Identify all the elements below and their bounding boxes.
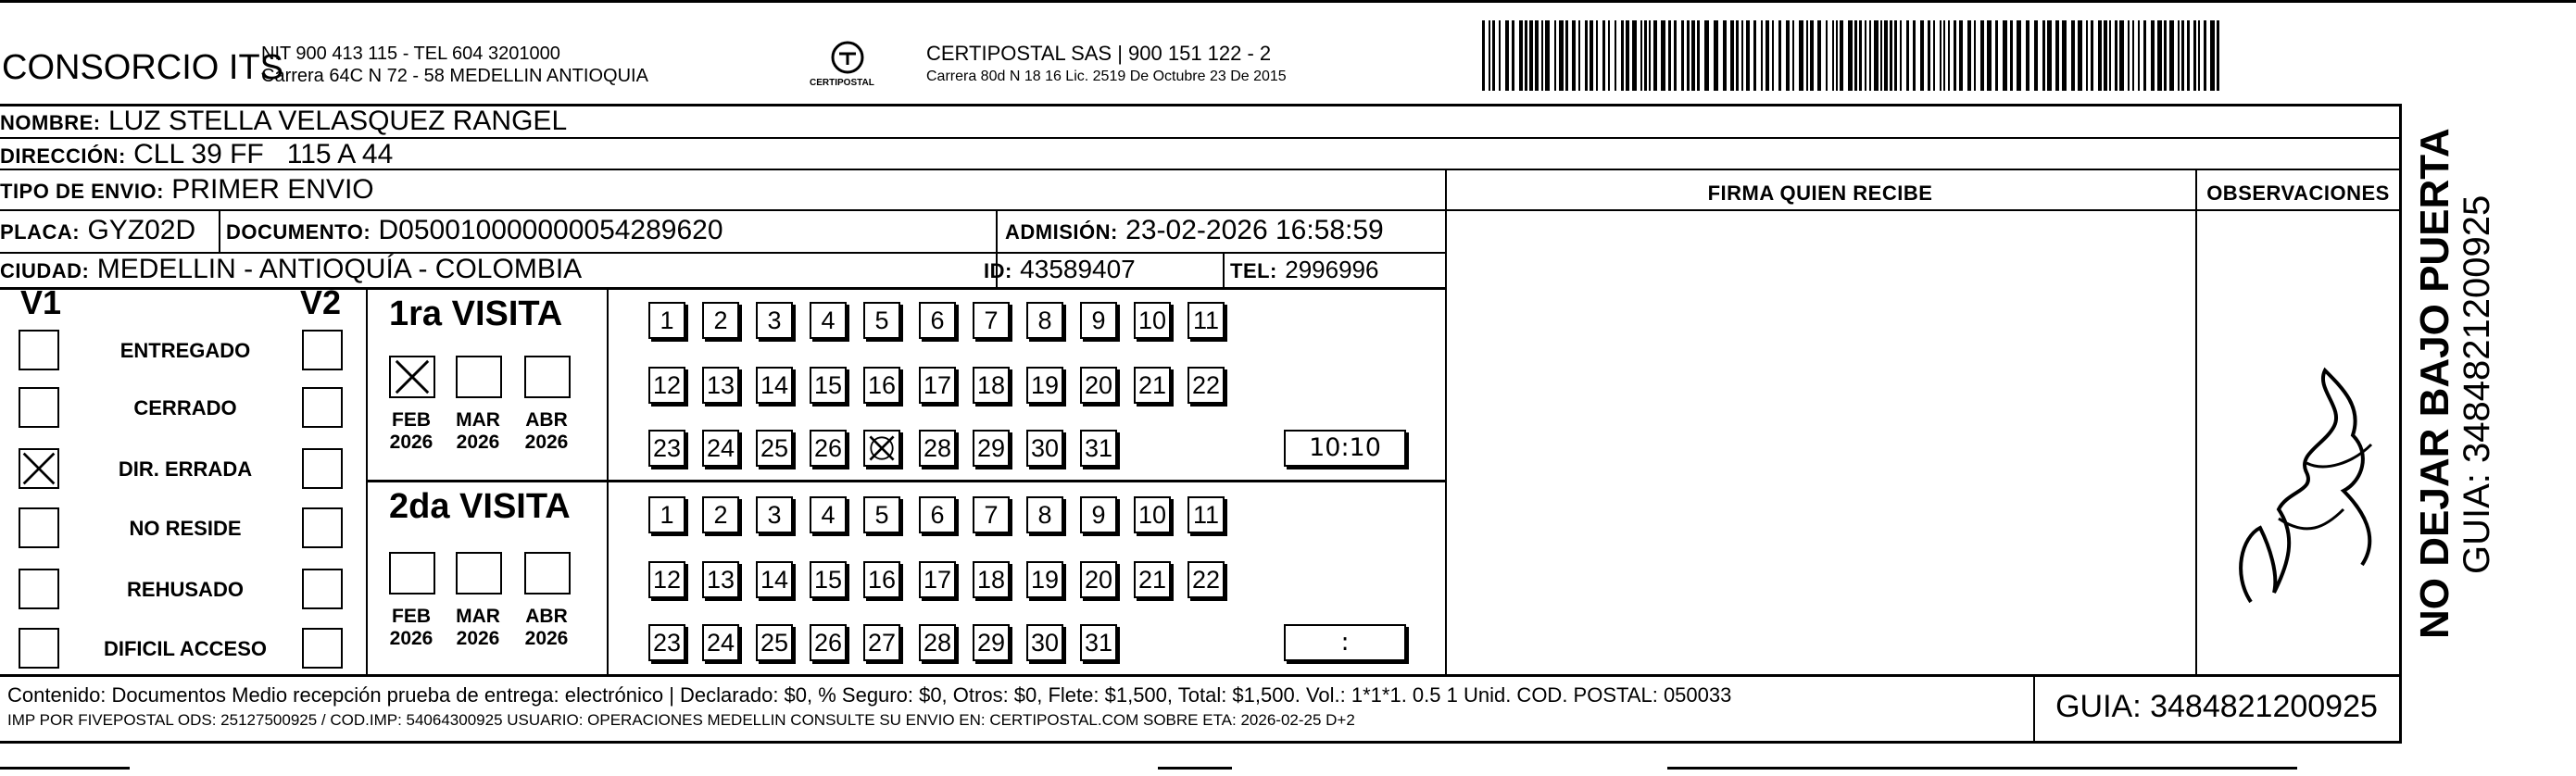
visit2-day-box[interactable]: 1 (648, 496, 685, 533)
visit1-day-box[interactable]: 15 (810, 367, 847, 404)
visit1-day-box[interactable]: 8 (1026, 302, 1063, 339)
visit1-day-box[interactable]: 7 (973, 302, 1010, 339)
v1-checkbox[interactable] (19, 330, 59, 370)
visit1-day-box[interactable]: 24 (702, 430, 739, 467)
visit1-day-box[interactable]: 4 (810, 302, 847, 339)
visit2-month-name: ABR (525, 606, 568, 627)
visit1-day-box[interactable]: 28 (919, 430, 956, 467)
v2-checkbox[interactable] (302, 507, 343, 548)
direccion-value: CLL 39 FF 115 A 44 (133, 139, 394, 169)
v1-checkbox[interactable] (19, 507, 59, 548)
firma-header: FIRMA QUIEN RECIBE (1707, 181, 1933, 205)
visit1-day-box[interactable]: 30 (1026, 430, 1063, 467)
certipostal-logo (806, 37, 889, 93)
v1-checkbox[interactable] (19, 569, 59, 609)
ciudad-label: CIUDAD: (0, 259, 90, 282)
v1-checkbox[interactable] (19, 387, 59, 428)
logo-text: CERTIPOSTAL (810, 78, 874, 88)
visit2-day-box[interactable]: 24 (702, 624, 739, 661)
visit2-day-box[interactable]: 5 (863, 496, 900, 533)
visit2-day-box[interactable]: 21 (1134, 561, 1171, 598)
row-tipo (0, 172, 374, 209)
visit1-time-box[interactable]: 10:10 (1284, 430, 1406, 467)
visit2-day-box[interactable]: 22 (1187, 561, 1225, 598)
visit2-day-box[interactable]: 15 (810, 561, 847, 598)
visit1-day-box[interactable]: 16 (863, 367, 900, 404)
visit1-day-box[interactable]: 14 (756, 367, 793, 404)
status-option-label: CERRADO (133, 396, 237, 419)
side-warning: NO DEJAR BAJO PUERTA (2412, 128, 2457, 639)
v2-checkbox[interactable] (302, 387, 343, 428)
visit2-day-box[interactable]: 9 (1080, 496, 1117, 533)
visit1-title: 1ra VISITA (389, 294, 563, 333)
visit1-day-box[interactable]: 17 (919, 367, 956, 404)
visit1-day-box[interactable]: 2 (702, 302, 739, 339)
visit2-day-box[interactable]: 3 (756, 496, 793, 533)
visit2-month-year: 2026 (524, 628, 569, 649)
admision-label: ADMISIÓN: (1005, 220, 1118, 244)
visit1-day-box[interactable]: 19 (1026, 367, 1063, 404)
documento-value: D050010000000054289620 (378, 215, 723, 245)
courier-name: CERTIPOSTAL SAS | 900 151 122 - 2 (926, 42, 1272, 65)
row-nombre (0, 104, 567, 141)
visit2-month-name: MAR (456, 606, 500, 627)
visit2-day-box[interactable]: 14 (756, 561, 793, 598)
visit2-day-box[interactable]: 6 (919, 496, 956, 533)
visit1-day-box[interactable]: 11 (1187, 302, 1225, 339)
visit1-day-box[interactable]: 21 (1134, 367, 1171, 404)
visit1-day-box[interactable]: 23 (648, 430, 685, 467)
visit1-month-year: 2026 (389, 432, 434, 453)
row-id (984, 252, 1136, 289)
visit1-day-box[interactable]: 26 (810, 430, 847, 467)
placa-value: GYZ02D (87, 215, 196, 245)
visit2-day-box[interactable]: 11 (1187, 496, 1225, 533)
visit2-day-box[interactable]: 4 (810, 496, 847, 533)
admision-value: 23-02-2026 16:58:59 (1125, 215, 1384, 245)
visit2-month-checkbox[interactable] (524, 552, 571, 595)
visit1-month-name: MAR (456, 409, 500, 431)
visit1-day-box[interactable]: 20 (1080, 367, 1117, 404)
visit2-month-checkbox[interactable] (389, 552, 435, 595)
visit2-month-checkbox[interactable] (456, 552, 502, 595)
visit2-day-box[interactable]: 16 (863, 561, 900, 598)
visit2-day-box[interactable]: 2 (702, 496, 739, 533)
nombre-label: NOMBRE: (0, 111, 101, 134)
visit1-month-checkbox[interactable] (456, 356, 502, 398)
visit2-day-box[interactable]: 20 (1080, 561, 1117, 598)
visit2-day-box[interactable]: 17 (919, 561, 956, 598)
footer-imp: IMP POR FIVEPOSTAL ODS: 25127500925 / COD.IMP: 54064300925 USUARIO: OPERACIONES MEDELLIN CONSULTE SU ENVIO EN: CERTIPOSTAL.COM SOBRE ETA: 2026-02-25 D+2 (7, 711, 1355, 729)
visit2-day-box[interactable]: 12 (648, 561, 685, 598)
visit1-day-box[interactable]: 25 (756, 430, 793, 467)
ciudad-value: MEDELLIN - ANTIOQUÍA - COLOMBIA (96, 254, 583, 284)
tel-value: 2996996 (1285, 256, 1379, 283)
courier-address: Carrera 80d N 18 16 Lic. 2519 De Octubre 23 De 2015 (926, 69, 1287, 84)
visit2-day-box[interactable]: 7 (973, 496, 1010, 533)
visit1-day-box[interactable]: 9 (1080, 302, 1117, 339)
nombre-value: LUZ STELLA VELASQUEZ RANGEL (107, 106, 568, 136)
visit2-month-year: 2026 (389, 628, 434, 649)
tel-label: TEL: (1230, 259, 1277, 282)
visit1-day-box[interactable]: 22 (1187, 367, 1225, 404)
status-option-label: DIFICIL ACCESO (103, 637, 267, 660)
footer-guia: GUIA: 3484821200925 (2055, 689, 2378, 724)
visit1-month-year: 2026 (456, 432, 500, 453)
status-option-label: REHUSADO (127, 578, 244, 601)
status-option-label: DIR. ERRADA (118, 457, 253, 481)
row-tel (1230, 252, 1378, 289)
documento-label: DOCUMENTO: (226, 220, 371, 244)
visit2-day-box[interactable]: 10 (1134, 496, 1171, 533)
v2-checkbox[interactable] (302, 569, 343, 609)
visit2-day-box[interactable]: 13 (702, 561, 739, 598)
visit1-month-year: 2026 (524, 432, 569, 453)
visit2-day-box[interactable]: 23 (648, 624, 685, 661)
v1-label: V1 (20, 283, 62, 321)
visit1-day-box[interactable]: 1 (648, 302, 685, 339)
visit1-month-checkbox[interactable] (524, 356, 571, 398)
observaciones-header: OBSERVACIONES (2206, 181, 2390, 205)
v2-label: V2 (300, 283, 342, 321)
side-guia: GUIA: 3484821200925 (2457, 194, 2497, 574)
visit2-day-box[interactable]: 31 (1080, 624, 1117, 661)
row-direccion (0, 137, 393, 174)
visit2-month-name: FEB (392, 606, 431, 627)
v2-checkbox[interactable] (302, 628, 343, 669)
visit1-day-box[interactable]: 29 (973, 430, 1010, 467)
visit2-day-box[interactable]: 29 (973, 624, 1010, 661)
signature (2223, 352, 2390, 611)
company-name: CONSORCIO ITS (2, 48, 284, 87)
status-option-label: NO RESIDE (129, 517, 242, 540)
visit1-day-box[interactable]: 31 (1080, 430, 1117, 467)
direccion-label: DIRECCIÓN: (0, 144, 126, 168)
company-nit: NIT 900 413 115 - TEL 604 3201000 (261, 44, 560, 64)
visit2-day-box[interactable]: 26 (810, 624, 847, 661)
company-address: Carrera 64C N 72 - 58 MEDELLIN ANTIOQUIA (261, 66, 648, 86)
visit2-day-box[interactable]: 28 (919, 624, 956, 661)
visit2-time-box[interactable]: : (1284, 624, 1406, 661)
status-option-label: ENTREGADO (119, 339, 251, 362)
row-admision (1005, 213, 1384, 250)
visit2-day-box[interactable]: 8 (1026, 496, 1063, 533)
row-placa (0, 213, 195, 250)
id-label: ID: (984, 259, 1012, 282)
visit2-month-year: 2026 (456, 628, 500, 649)
visit1-day-box[interactable]: 5 (863, 302, 900, 339)
row-ciudad (0, 252, 582, 289)
barcode (1482, 20, 2223, 91)
placa-label: PLACA: (0, 220, 81, 244)
v1-checkbox[interactable] (19, 628, 59, 669)
visit2-day-box[interactable]: 18 (973, 561, 1010, 598)
visit1-day-box[interactable] (863, 430, 900, 467)
v2-checkbox[interactable] (302, 330, 343, 370)
v1-checkbox[interactable] (19, 448, 59, 489)
visit1-month-checkbox[interactable] (389, 356, 435, 398)
footer-contenido: Contenido: Documentos Medio recepción prueba de entrega: electrónico | Declarado: $0, % Seguro: $0, Otros: $0, Flete: $1,500, Total: $1,500. Vol.: 1*1*1. 0.5 1 Unid. COD. POSTAL: 050033 (7, 683, 1732, 707)
visit2-day-box[interactable]: 19 (1026, 561, 1063, 598)
visit1-month-name: ABR (525, 409, 568, 431)
id-value: 43589407 (1020, 255, 1136, 283)
visit1-day-box[interactable]: 18 (973, 367, 1010, 404)
visit2-day-box[interactable]: 30 (1026, 624, 1063, 661)
visit1-month-name: FEB (392, 409, 431, 431)
visit1-day-box[interactable]: 3 (756, 302, 793, 339)
visit1-day-box[interactable]: 10 (1134, 302, 1171, 339)
visit2-title: 2da VISITA (389, 487, 571, 526)
visit1-day-box[interactable]: 6 (919, 302, 956, 339)
visit2-day-box[interactable]: 27 (863, 624, 900, 661)
v2-checkbox[interactable] (302, 448, 343, 489)
tipo-label: TIPO DE ENVIO: (0, 180, 164, 203)
visit1-day-box[interactable]: 12 (648, 367, 685, 404)
row-documento (226, 213, 723, 250)
tipo-value: PRIMER ENVIO (171, 174, 374, 205)
visit2-day-box[interactable]: 25 (756, 624, 793, 661)
visit1-day-box[interactable]: 13 (702, 367, 739, 404)
